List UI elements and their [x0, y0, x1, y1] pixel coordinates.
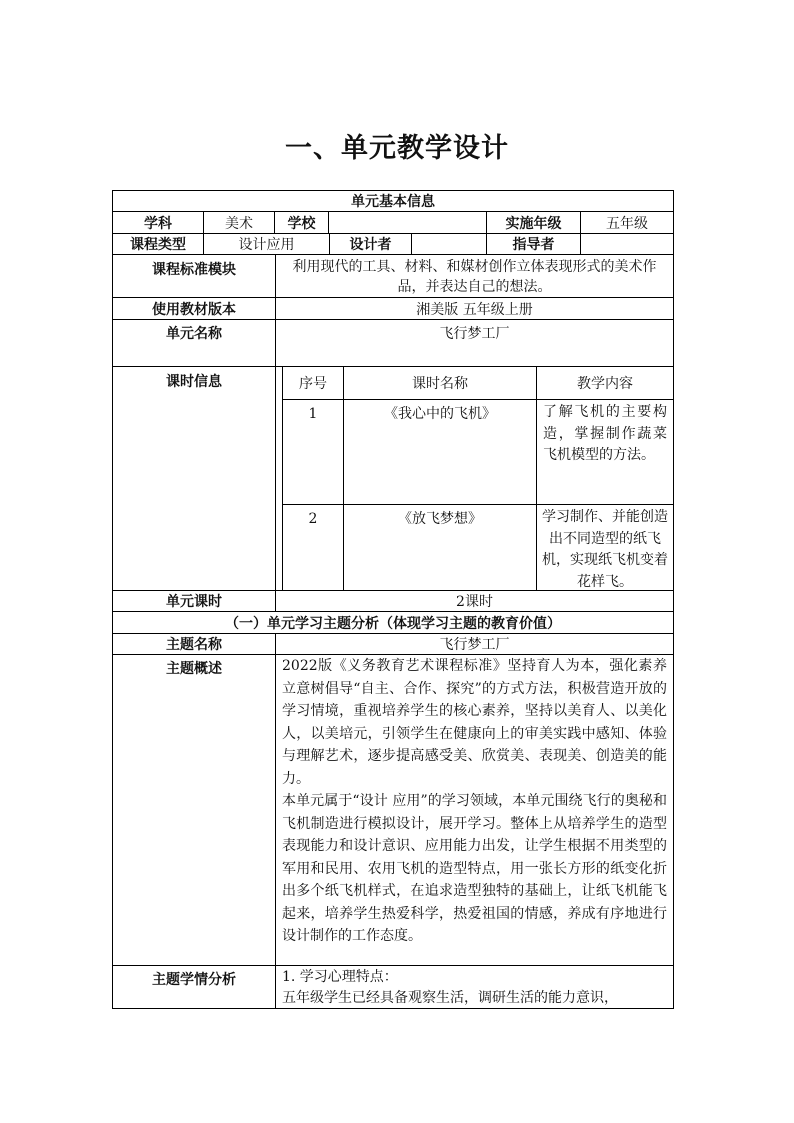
overview-paragraph: 本单元属于“设计 应用”的学习领域，本单元围绕飞行的奥秘和飞机制造进行模拟设计，展开学习。整体上从培养学生的造型表现能力和设计意识、应用能力出发，让学生根据不用类型的军用和民用、农用飞机的造型特点，用一张长方形的纸变化折出多个纸飞机样式，在追求造型独特的基础上，让纸飞机能飞起来，培养学生热爱科学，热爱祖国的情感，养成有序地进行设计制作的工作态度。	[282, 793, 667, 944]
learner-line: 1. 学习心理特点：	[282, 969, 398, 985]
lesson-row-name: 《放飞梦想》	[343, 504, 537, 591]
designer-label: 设计者	[329, 233, 412, 255]
analysis-header: （一）单元学习主题分析（体现学习主题的教育价值）	[112, 611, 674, 634]
unit-hours-value: 2课时	[275, 590, 674, 612]
lesson-row-no: 2	[282, 504, 344, 591]
subject-value: 美术	[203, 211, 275, 234]
unit-name-label: 单元名称	[112, 319, 276, 367]
lesson-row-name: 《我心中的飞机》	[343, 399, 537, 505]
designer-value	[411, 233, 487, 255]
textbook-value: 湘美版 五年级上册	[275, 297, 674, 320]
theme-overview-label: 主题概述	[112, 654, 276, 966]
learner-line: 五年级学生已经具备观察生活，调研生活的能力意识，	[282, 990, 618, 1006]
grade-label: 实施年级	[486, 211, 581, 234]
page-title: 一、单元教学设计	[285, 133, 509, 164]
lesson-row-content: 了解飞机的主要构造，掌握制作蔬菜飞机模型的方法。	[536, 399, 674, 505]
overview-paragraph: 2022版《义务教育艺术课程标准》坚持育人为本，强化素养立意树倡导“自主、合作、探究”的方式方法，积极营造开放的学习情境，重视培养学生的核心素养，坚持以美育人、以美化人，以美培元，引领学生在健康向上的审美实践中感知、体验与理解艺术，逐步提高感受美、欣赏美、表现美、创造美的能力。	[282, 658, 667, 787]
lesson-row-no: 1	[282, 399, 344, 505]
lesson-header-name: 课时名称	[343, 366, 537, 400]
lesson-header-no: 序号	[282, 366, 344, 400]
course-type-label: 课程类型	[112, 233, 204, 255]
learner-analysis-label: 主题学情分析	[112, 965, 276, 1009]
lesson-info-label: 课时信息	[112, 366, 276, 591]
standard-label: 课程标准模块	[112, 254, 276, 298]
theme-name-value: 飞行梦工厂	[275, 633, 674, 655]
learner-analysis-body	[275, 965, 674, 1009]
grade-value: 五年级	[580, 211, 674, 234]
school-value	[328, 211, 487, 234]
unit-hours-label: 单元课时	[112, 590, 276, 612]
theme-overview-body	[275, 654, 674, 966]
lesson-header-content: 教学内容	[536, 366, 674, 400]
basic-info-header: 单元基本信息	[112, 190, 674, 212]
advisor-label: 指导者	[486, 233, 581, 255]
standard-value: 利用现代的工具、材料、和媒材创作立体表现形式的美术作品，并表达自己的想法。	[275, 254, 674, 298]
textbook-label: 使用教材版本	[112, 297, 276, 320]
advisor-value	[580, 233, 674, 255]
theme-name-label: 主题名称	[112, 633, 276, 655]
school-label: 学校	[274, 211, 329, 234]
unit-name-value: 飞行梦工厂	[275, 319, 674, 367]
lesson-row-content: 学习制作、并能创造出不同造型的纸飞机，实现纸飞机变着花样飞。	[536, 504, 674, 591]
subject-label: 学科	[112, 211, 204, 234]
course-type-value: 设计应用	[203, 233, 330, 255]
